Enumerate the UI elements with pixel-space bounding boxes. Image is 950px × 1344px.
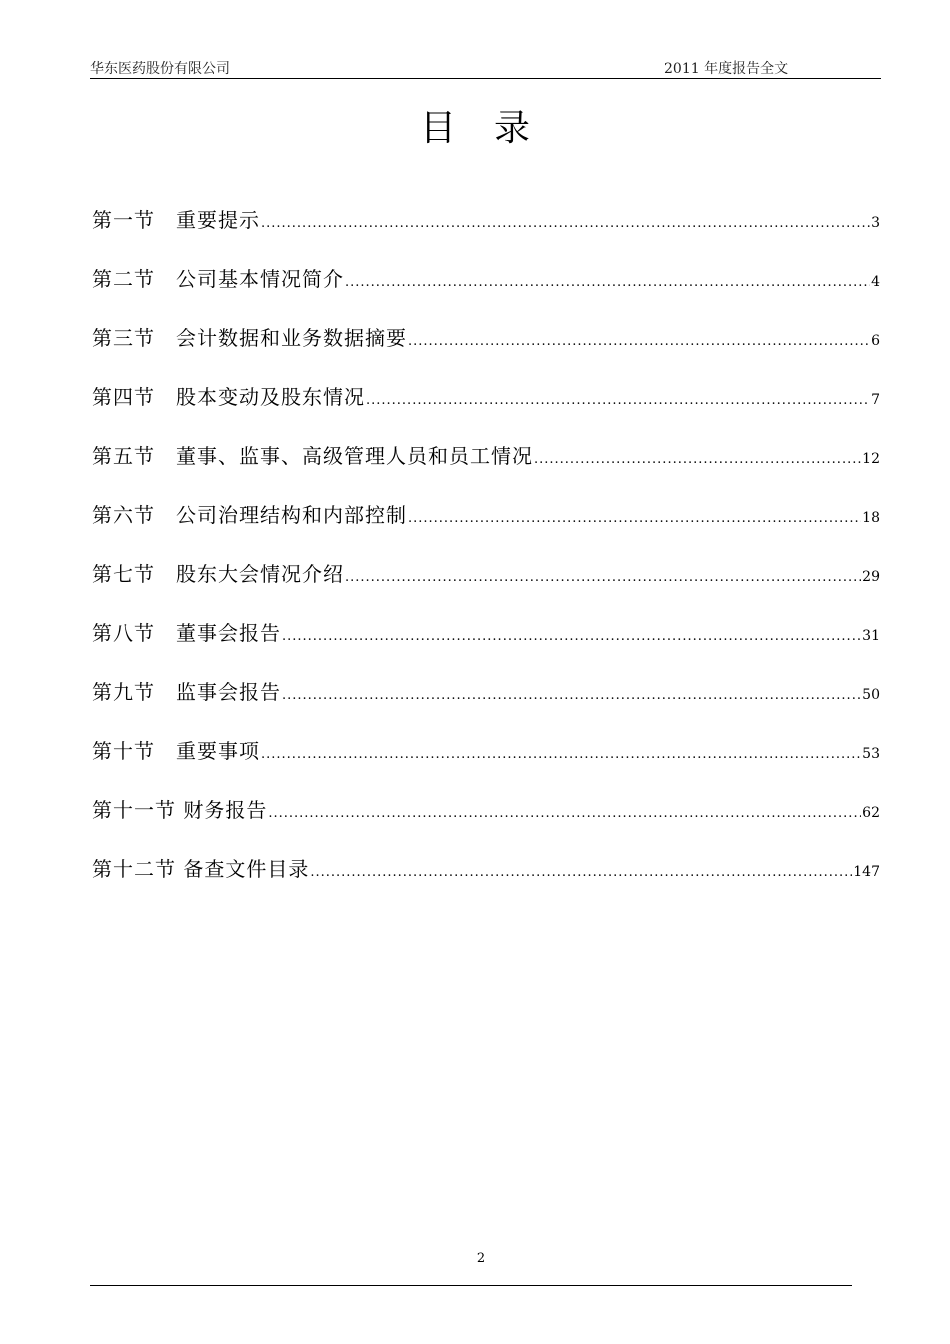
toc-item-page: 29: [862, 569, 880, 585]
toc-leader: [345, 570, 861, 585]
toc-item[interactable]: [92, 617, 880, 647]
toc-item-page: 50: [862, 687, 880, 703]
toc-item-page: 147: [853, 864, 880, 880]
toc-item-label: 第五节 董事、监事、高级管理人员和员工情况: [92, 444, 533, 468]
toc-leader: [534, 452, 861, 467]
toc-item-label: 第二节 公司基本情况简介: [92, 267, 344, 291]
toc-item[interactable]: [92, 322, 880, 352]
toc-item[interactable]: [92, 676, 880, 706]
toc-item-page: 7: [871, 392, 880, 408]
toc-item-page: 31: [862, 628, 880, 644]
toc-item[interactable]: [92, 263, 880, 293]
toc-item-label: 第一节 重要提示: [92, 208, 260, 232]
toc-item-page: 18: [862, 510, 880, 526]
toc-leader: [282, 629, 861, 644]
toc-item-page: 3: [871, 215, 880, 231]
toc-item-label: 第十二节 备查文件目录: [92, 857, 310, 881]
toc-leader: [261, 216, 870, 231]
toc-leader: [310, 865, 852, 880]
toc-item-page: 6: [871, 333, 880, 349]
toc-item[interactable]: [92, 381, 880, 411]
toc-item-label: 第八节 董事会报告: [92, 621, 281, 645]
toc-leader: [268, 806, 861, 821]
toc-item-label: 第十节 重要事项: [92, 739, 260, 763]
toc-leader: [408, 334, 870, 349]
toc-leader: [408, 511, 861, 526]
toc-leader: [345, 275, 870, 290]
toc-item-label: 第十一节 财务报告: [92, 798, 268, 822]
toc-item-page: 4: [871, 274, 880, 290]
toc-item[interactable]: [92, 735, 880, 765]
page-title: 目录: [419, 108, 568, 149]
footer-divider: [90, 1285, 852, 1286]
toc-leader: [282, 688, 861, 703]
toc-item-label: 第七节 股东大会情况介绍: [92, 562, 344, 586]
toc-item-label: 第三节 会计数据和业务数据摘要: [92, 326, 407, 350]
header-report-title: 2011 年度报告全文: [664, 61, 789, 77]
toc-item-page: 12: [862, 451, 880, 467]
toc-item-page: 53: [862, 746, 880, 762]
toc-item[interactable]: [92, 794, 880, 824]
page-number: 2: [476, 1251, 486, 1266]
toc-item-page: 62: [862, 805, 880, 821]
toc-item[interactable]: [92, 204, 880, 234]
toc-leader: [261, 747, 861, 762]
toc-item-label: 第四节 股本变动及股东情况: [92, 385, 365, 409]
toc-item[interactable]: [92, 499, 880, 529]
toc-item[interactable]: [92, 440, 880, 470]
toc-item[interactable]: [92, 853, 880, 883]
page-header: [90, 56, 881, 79]
toc-item-label: 第六节 公司治理结构和内部控制: [92, 503, 407, 527]
toc-item-label: 第九节 监事会报告: [92, 680, 281, 704]
header-company: 华东医药股份有限公司: [90, 61, 230, 77]
toc-item[interactable]: [92, 558, 880, 588]
toc-leader: [366, 393, 870, 408]
